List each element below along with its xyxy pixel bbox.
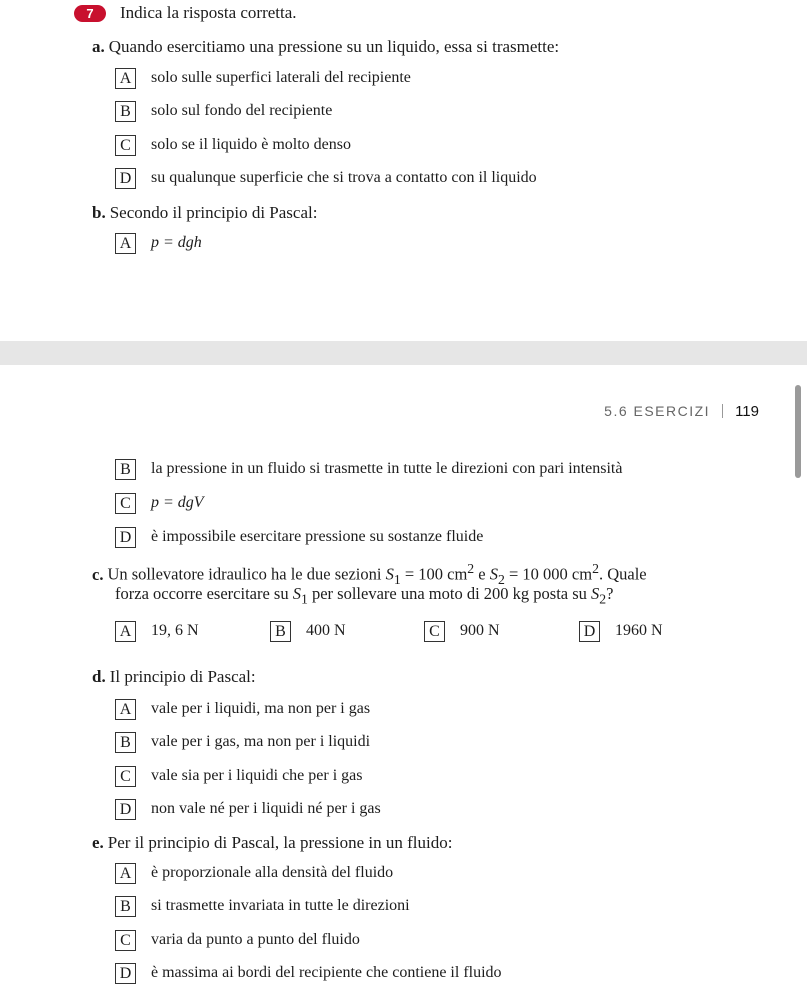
question-c-line2-mid: per sollevare una moto di 200 kg posta su [307,584,592,603]
page-bottom [0,365,807,997]
question-e-text: Per il principio di Pascal, la pressione in un fluido: [107,833,453,852]
option-key-box: B [115,732,136,753]
question-c-line2-post: ? [606,584,614,603]
question-c-tail: . Quale [598,564,647,584]
question-c-text: Un sollevatore idraulico ha le due sezioni [107,564,386,584]
value-s2: = 10 000 cm [504,564,593,584]
question-e [92,833,452,853]
question-b-letter: b. [92,203,106,222]
option-key-box: A [115,863,136,884]
running-header [604,403,759,420]
sub-1b: 1 [300,591,308,607]
option-key-box: C [115,135,136,156]
option-key-box: D [579,621,600,642]
question-b-text: Secondo il principio di Pascal: [109,203,318,222]
option-text: solo se il liquido è molto denso [151,136,351,153]
option-text: è proporzionale alla densità del fluido [151,864,394,881]
option-key-box: B [115,101,136,122]
question-b [92,203,317,223]
option-text: è massima ai bordi del recipiente che contiene il fluido [151,964,502,981]
page-separator [0,341,807,365]
value-s1: = 100 cm [400,564,468,584]
option-key-box: D [115,527,136,548]
option-text: 19, 6 N [151,622,199,639]
option-key-box: B [115,459,136,480]
section-label: 5.6 ESERCIZI [604,403,711,419]
option-key-box: C [115,493,136,514]
sub-2: 2 [498,571,505,587]
exercise-number-badge: 7 [74,5,106,22]
option-text: 1960 N [615,622,663,639]
sup-2: 2 [467,561,475,576]
option-text: p = dgV [151,494,204,511]
option-text: p = dgh [151,234,202,251]
question-d-letter: d. [92,667,106,686]
option-key-box: C [115,766,136,787]
question-c-line2 [115,584,614,607]
header-divider [722,404,723,418]
sub-1: 1 [393,571,401,587]
question-c-line2-pre: forza occorre esercitare su [115,584,293,603]
option-key-box: A [115,621,136,642]
sub-2c: 2 [599,591,607,607]
page-number: 119 [735,403,759,420]
question-e-letter: e. [92,833,104,852]
option-key-box: D [115,168,136,189]
page-top [0,0,807,341]
option-text: solo sulle superfici laterali del recipiente [151,69,411,86]
question-a-text: Quando esercitiamo una pressione su un liquido, essa si trasmette: [108,37,560,56]
option-text: è impossibile esercitare pressione su sostanze fluide [151,528,484,545]
option-key-box: A [115,699,136,720]
option-key-box: C [424,621,445,642]
option-text: si trasmette invariata in tutte le direzioni [151,897,410,914]
option-text: varia da punto a punto del fluido [151,931,360,948]
conj: e [474,564,490,584]
option-key-box: C [115,930,136,951]
option-key-box: D [115,799,136,820]
question-d [92,667,256,687]
option-key-box: A [115,233,136,254]
option-text: vale per i gas, ma non per i liquidi [151,733,371,750]
option-key-box: B [115,896,136,917]
option-text: 900 N [460,622,500,639]
question-a [92,37,559,57]
option-text: su qualunque superficie che si trova a contatto con il liquido [151,169,537,186]
question-d-text: Il principio di Pascal: [109,667,256,686]
option-text: la pressione in un fluido si trasmette in tutte le direzioni con pari intensità [151,460,623,477]
option-text: non vale né per i liquidi né per i gas [151,800,381,817]
var-s1b: S [292,584,301,603]
var-s1: S [385,564,394,584]
question-a-letter: a. [92,37,105,56]
question-c-letter: c. [92,564,104,584]
option-key-box: A [115,68,136,89]
vertical-scrollbar[interactable] [795,385,801,478]
var-s2: S [489,564,498,584]
option-text: vale per i liquidi, ma non per i gas [151,700,371,717]
exercise-title: Indica la risposta corretta. [120,3,297,22]
option-key-box: B [270,621,291,642]
option-text: 400 N [306,622,346,639]
option-key-box: D [115,963,136,984]
sup-2b: 2 [592,561,599,576]
option-text: vale sia per i liquidi che per i gas [151,767,363,784]
var-s2b: S [591,584,600,603]
option-text: solo sul fondo del recipiente [151,102,333,119]
